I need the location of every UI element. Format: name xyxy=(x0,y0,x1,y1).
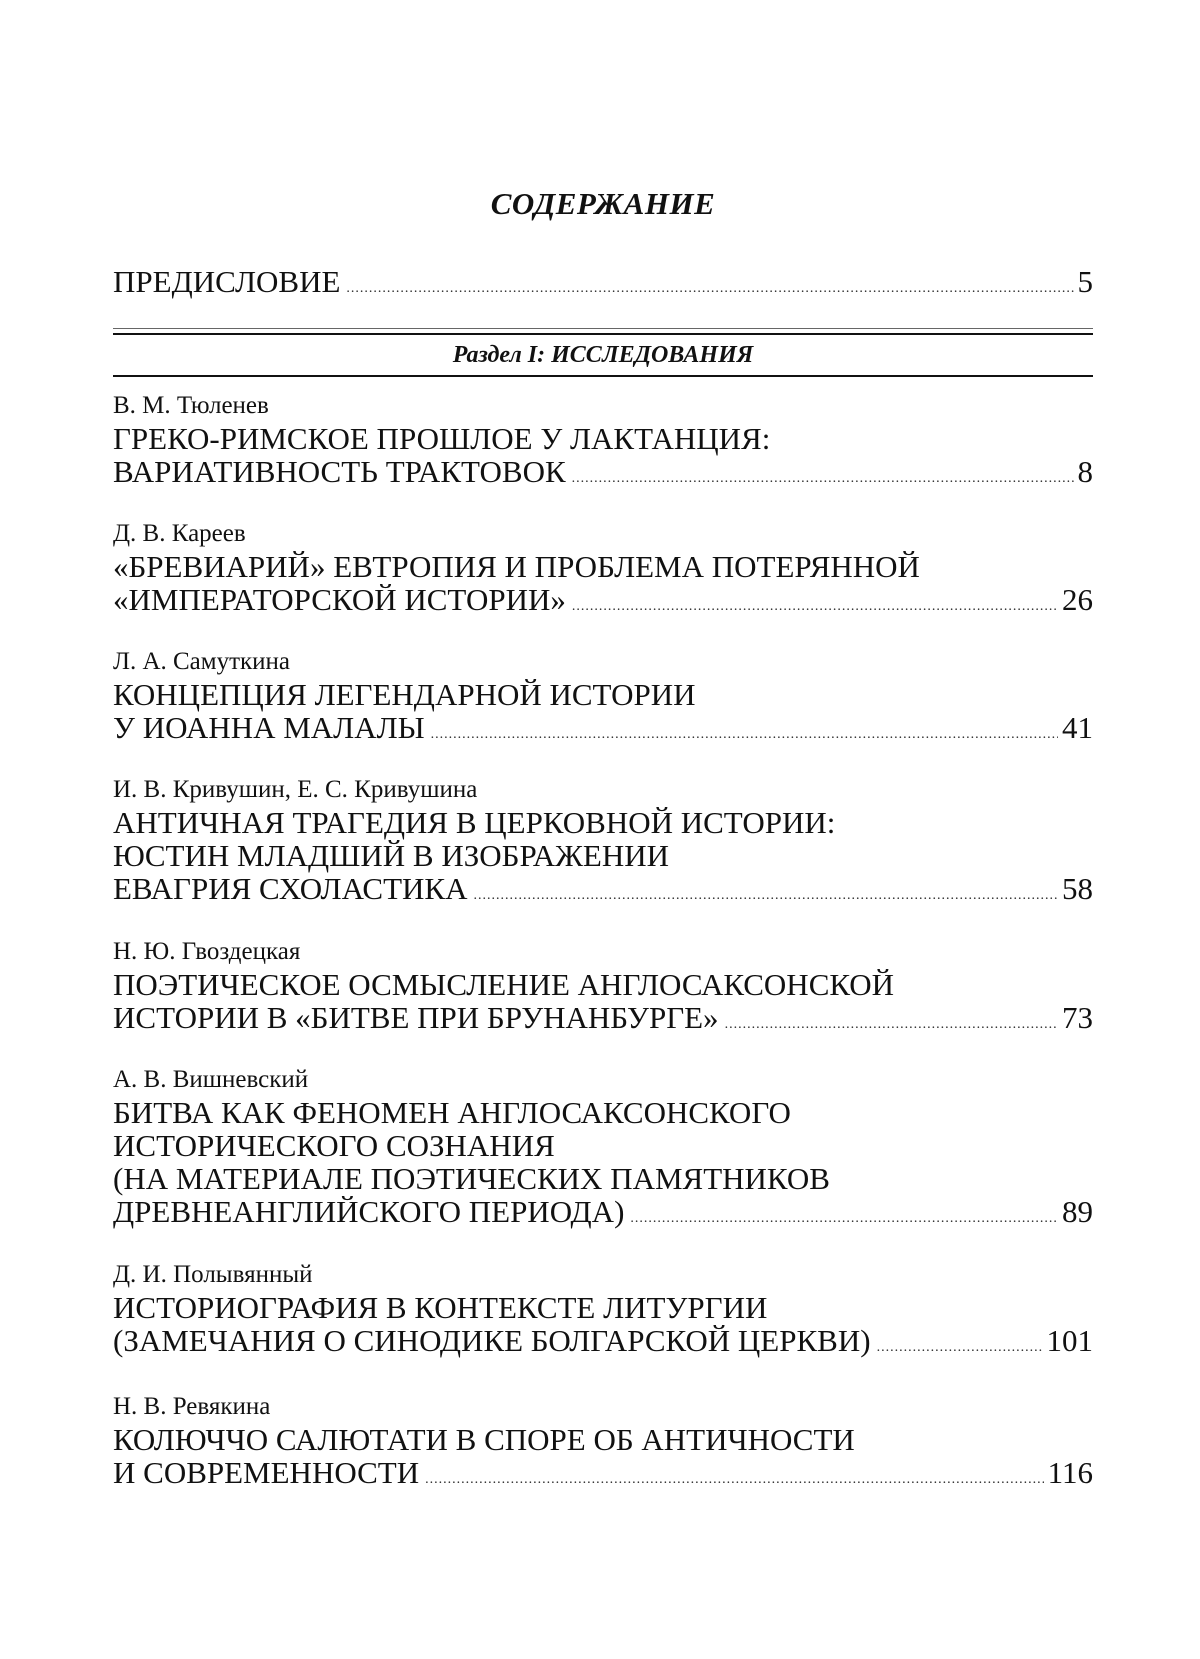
leader-dots xyxy=(572,590,1058,623)
toc-entry[interactable] xyxy=(113,938,1093,1041)
entry-page: 116 xyxy=(1047,1455,1093,1490)
entry-title-line: И СОВРЕМЕННОСТИ xyxy=(113,1455,420,1490)
entry-title-line: «БРЕВИАРИЙ» ЕВТРОПИЯ И ПРОБЛЕМА ПОТЕРЯННОЙ xyxy=(113,549,920,584)
toc-entry[interactable] xyxy=(113,520,1093,623)
entry-page: 8 xyxy=(1077,454,1093,489)
entry-title-line: «ИМПЕРАТОРСКОЙ ИСТОРИИ» xyxy=(113,582,566,617)
toc-entry[interactable] xyxy=(113,1066,1093,1235)
entry-author: Л. А. Самуткина xyxy=(113,648,291,675)
entry-title-line: ДРЕВНЕАНГЛИЙСКОГО ПЕРИОДА) xyxy=(113,1194,625,1229)
entry-title-line: ИСТОРИИ В «БИТВЕ ПРИ БРУНАНБУРГЕ» xyxy=(113,1000,719,1035)
toc-entry[interactable] xyxy=(113,392,1093,495)
toc-entry[interactable] xyxy=(113,1393,1093,1496)
leader-dots xyxy=(725,1008,1058,1041)
entry-page: 41 xyxy=(1062,710,1093,745)
entry-page: 89 xyxy=(1062,1194,1093,1229)
toc-item-preface[interactable] xyxy=(113,265,1093,305)
entry-title-line: АНТИЧНАЯ ТРАГЕДИЯ В ЦЕРКОВНОЙ ИСТОРИИ: xyxy=(113,805,836,840)
entry-title-line: ВАРИАТИВНОСТЬ ТРАКТОВОК xyxy=(113,454,566,489)
entry-last-line xyxy=(113,1324,1093,1364)
entry-title-line: ПОЭТИЧЕСКОЕ ОСМЫСЛЕНИЕ АНГЛОСАКСОНСКОЙ xyxy=(113,967,895,1002)
section-label: Раздел I: ИССЛЕДОВАНИЯ xyxy=(452,342,754,368)
leader-dots xyxy=(630,1202,1058,1235)
leader-dots xyxy=(877,1331,1043,1364)
entry-title-line: КОНЦЕПЦИЯ ЛЕГЕНДАРНОЙ ИСТОРИИ xyxy=(113,677,696,712)
entry-author: Д. И. Полывянный xyxy=(113,1261,313,1288)
entry-author: И. В. Кривушин, Е. С. Кривушина xyxy=(113,776,478,803)
entry-title-line: (ЗАМЕЧАНИЯ О СИНОДИКЕ БОЛГАРСКОЙ ЦЕРКВИ) xyxy=(113,1323,871,1358)
toc-entry[interactable] xyxy=(113,1261,1093,1364)
toc-item-page: 5 xyxy=(1077,264,1093,299)
leader-dots xyxy=(425,1463,1044,1496)
leader-dots xyxy=(431,718,1058,751)
entry-author: А. В. Вишневский xyxy=(113,1066,309,1093)
toc-item-title: ПРЕДИСЛОВИЕ xyxy=(113,264,341,299)
entry-last-line xyxy=(113,455,1093,495)
entry-title-line: (НА МАТЕРИАЛЕ ПОЭТИЧЕСКИХ ПАМЯТНИКОВ xyxy=(113,1161,830,1196)
toc-entry[interactable] xyxy=(113,776,1093,912)
toc-entry[interactable] xyxy=(113,648,1093,751)
entry-page: 73 xyxy=(1062,1000,1093,1035)
entry-last-line xyxy=(113,711,1093,751)
entry-author: В. М. Тюленев xyxy=(113,392,269,419)
entry-last-line xyxy=(113,583,1093,623)
divider xyxy=(113,328,1093,329)
entry-title-line: ЕВАГРИЯ СХОЛАСТИКА xyxy=(113,871,468,906)
entry-last-line xyxy=(113,1001,1093,1041)
entry-last-line xyxy=(113,1195,1093,1235)
entry-title-line: ГРЕКО-РИМСКОЕ ПРОШЛОЕ У ЛАКТАНЦИЯ: xyxy=(113,421,771,456)
entry-title-line: ИСТОРИЧЕСКОГО СОЗНАНИЯ xyxy=(113,1128,555,1163)
leader-dots xyxy=(346,272,1073,305)
entry-title-line: БИТВА КАК ФЕНОМЕН АНГЛОСАКСОНСКОГО xyxy=(113,1095,791,1130)
page-title: СОДЕРЖАНИЕ xyxy=(490,186,716,221)
section-header xyxy=(113,333,1093,377)
entry-author: Д. В. Кареев xyxy=(113,520,246,547)
entry-last-line xyxy=(113,872,1093,912)
leader-dots xyxy=(474,879,1059,912)
entry-title-line: ИСТОРИОГРАФИЯ В КОНТЕКСТЕ ЛИТУРГИИ xyxy=(113,1290,768,1325)
entry-page: 58 xyxy=(1062,871,1093,906)
entry-last-line xyxy=(113,1456,1093,1496)
entry-title-line: У ИОАННА МАЛАЛЫ xyxy=(113,710,425,745)
entry-page: 101 xyxy=(1046,1323,1093,1358)
leader-dots xyxy=(572,462,1074,495)
entry-title-line: ЮСТИН МЛАДШИЙ В ИЗОБРАЖЕНИИ xyxy=(113,838,669,873)
entry-title-line: КОЛЮЧЧО САЛЮТАТИ В СПОРЕ ОБ АНТИЧНОСТИ xyxy=(113,1422,855,1457)
entry-page: 26 xyxy=(1062,582,1093,617)
entry-author: Н. В. Ревякина xyxy=(113,1393,271,1420)
entry-author: Н. Ю. Гвоздецкая xyxy=(113,938,301,965)
